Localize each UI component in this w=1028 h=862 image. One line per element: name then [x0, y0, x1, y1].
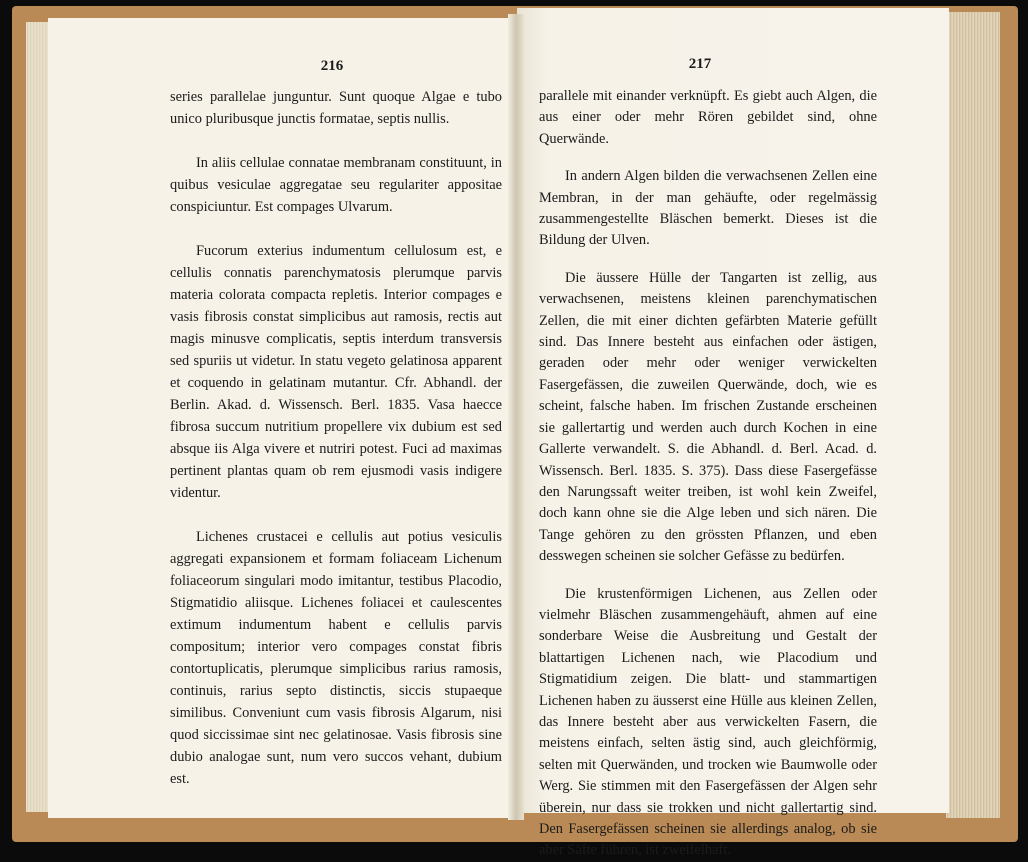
left-paragraph-3: Fucorum exterius indumentum cellulosum est, e cellulis connatis parenchymatosis plerumque parvis materia colorata compacta repletis. Interior compages e vasis fibrosis constat simplicibus aut ramosis, rectis aut magis minusve complicatis, septis interdum transversis sed spuriis ut videtur. In statu vegeto gelatinosa apparent et coquendo in gelatinam mutantur. Cfr. Abhandl. der Berlin. Akad. d. Wissensch. Berl. 1835. Vasa haecce fibrosa succum nutritium propellere vix dubium est sed absque iis Alga vivere et nutriri potest. Fuci ad maximas pertinent plantas quam ob rem ejusmodi vasis indigere videntur.	[170, 243, 502, 501]
right-paragraph-3: Die äussere Hülle der Tangarten ist zellig, aus verwachsenen, meistens kleinen parenchymatischen Zellen, die mit einer dichten gefärbten Materie gefüllt sind. Das Innere besteht aus einfachen oder ästigen, geraden oder mehr oder weniger verwickelten Fasergefässen, die zuweilen Querwände, doch, wie es scheint, falsche haben. Im frischen Zustande erscheinen sie gallertartig und werden auch durch Kochen in eine Gallerte verwandelt. S. die Abhandl. d. Berl. Acad. d. Wissensch. Berl. 1835. S. 375). Dass diese Fasergefässe den Narungssaft weiter treiben, ist wohl kein Zweifel, doch kann ohne sie die Alge leben und sich nären. Die Tange gehören zu den grössten Pflanzen, und eben desswegen scheinen sie solcher Gefässe zu bedürfen.	[539, 269, 877, 565]
right-paragraph-2: In andern Algen bilden die verwachsenen Zellen eine Membran, in der man gehäufte, oder regelmässig zusammengestellte Bläschen bemerkt. Dieses ist die Bildung der Ulven.	[539, 168, 877, 249]
left-paragraph-1: series parallelae junguntur. Sunt quoque Algae e tubo unico pluribusque junctis formatae, septis nullis.	[170, 89, 502, 127]
left-page-edges	[26, 22, 50, 812]
right-paragraph-1: parallele mit einander verknüpft. Es giebt auch Algen, die aus einer oder mehr Rören gebildet sind, ohne Querwände.	[539, 88, 877, 147]
book-gutter	[508, 14, 524, 820]
left-paragraph-4: Lichenes crustacei e cellulis aut potius vesiculis aggregati expansionem et formam foliaceam Lichenum foliaceorum singulari modo imitantur, testibus Placodio, Stigmatidio aliisque. Lichenes foliacei et caulescentes extimum indumentum habent e cellulis parvis compositum; interior vero compages constat fibris contortuplicatis, plerumque simplicibus rarius ramosis, continuis, rarius septo distinctis, siccis stupaeque similibus. Conveniunt cum vasis fibrosis Algarum, nisi quod siccissimae sint nec gelatinosae. Vasis fibrosis sine dubio analogae sunt, num vero succos vehant, dubium est.	[170, 529, 502, 787]
left-page-text	[170, 86, 502, 790]
right-page-text	[539, 86, 877, 862]
right-paragraph-4: Die krustenförmigen Lichenen, aus Zellen oder vielmehr Bläschen zusammengehäuft, ahmen auf eine sonderbare Weise die Ausbreitung und Gestalt der blattartigen Lichenen nach, wie Placodium und Stigmatidium zeigen. Die blatt- und stammartigen Lichenen haben zu äusserst eine Hülle aus kleinen Zellen, das Innere besteht aber aus verwickelten Fasern, die meistens einfach, selten ästig sind, auch gleichförmig, selten mit Querwänden, und trocken wie Baumwolle oder Werg. Sie stimmen mit den Fasergefässen der Algen sehr überein, nur dass sie trokken und nicht gallertartig sind. Den Fasergefässen scheinen sie allerdings analog, ob sie aber Säfte führen, ist zweifelhaft.	[539, 585, 877, 859]
left-paragraph-2: In aliis cellulae connatae membranam constituunt, in quibus vesiculae aggregatae seu regulariter appositae conspiciuntur. Est compages Ulvarum.	[170, 155, 502, 215]
right-page-edges	[946, 12, 1000, 818]
right-page-number: 217	[688, 56, 712, 72]
left-page-number: 216	[320, 58, 344, 74]
